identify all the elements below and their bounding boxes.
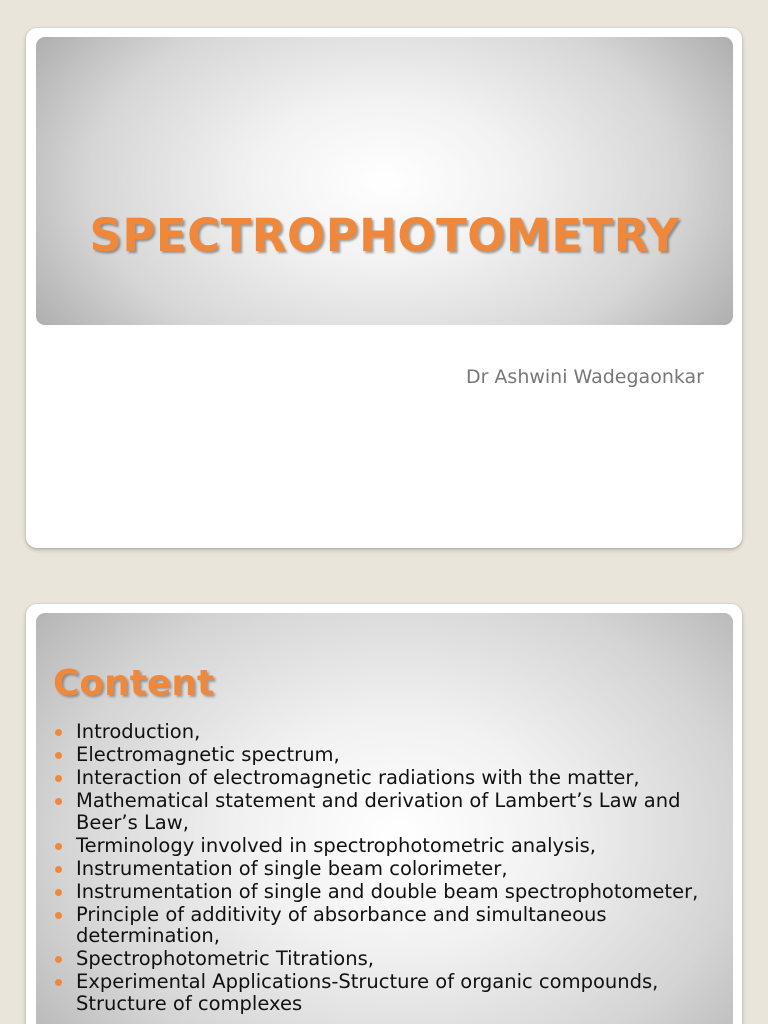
list-item-text: Electromagnetic spectrum, xyxy=(76,743,340,766)
bullet-icon xyxy=(55,729,62,736)
bullet-icon xyxy=(55,775,62,782)
list-item xyxy=(52,744,732,766)
list-item xyxy=(52,721,732,743)
bullet-icon xyxy=(55,866,62,873)
bullet-icon xyxy=(55,979,62,986)
title-banner xyxy=(36,37,733,325)
list-item xyxy=(52,858,732,880)
bullet-icon xyxy=(55,889,62,896)
list-item-text: Principle of additivity of absorbance and simultaneous determination, xyxy=(76,902,607,947)
bullet-icon xyxy=(55,843,62,850)
content-panel xyxy=(36,613,733,1024)
list-item-text: Interaction of electromagnetic radiations with the matter, xyxy=(76,766,640,789)
title-slide xyxy=(26,28,742,548)
bullet-icon xyxy=(55,912,62,919)
list-item xyxy=(52,835,732,857)
list-item-text: Mathematical statement and derivation of Lambert’s Law and Beer’s Law, xyxy=(76,789,681,834)
list-item-text: Experimental Applications-Structure of organic compounds, Structure of complexes xyxy=(76,970,659,1015)
content-list xyxy=(52,721,732,1016)
list-item xyxy=(52,971,732,1014)
bullet-icon xyxy=(55,798,62,805)
list-item xyxy=(52,904,732,947)
list-item xyxy=(52,948,732,970)
list-item xyxy=(52,881,732,903)
list-item-text: Terminology involved in spectrophotometric analysis, xyxy=(76,833,596,857)
content-slide xyxy=(26,604,742,1024)
slide-title: SPECTROPHOTOMETRY xyxy=(89,209,680,262)
content-heading: Content xyxy=(53,663,215,704)
author-name: Dr Ashwini Wadegaonkar xyxy=(465,366,704,388)
list-item xyxy=(52,790,732,833)
bullet-icon xyxy=(55,956,62,963)
list-item xyxy=(52,767,732,789)
list-item-text: Instrumentation of single and double beam spectrophotometer, xyxy=(76,879,699,903)
list-item-text: Introduction, xyxy=(76,720,201,743)
list-item-text: Spectrophotometric Titrations, xyxy=(76,947,374,970)
bullet-icon xyxy=(55,752,62,759)
list-item-text: Instrumentation of single beam colorimeter, xyxy=(76,856,508,880)
